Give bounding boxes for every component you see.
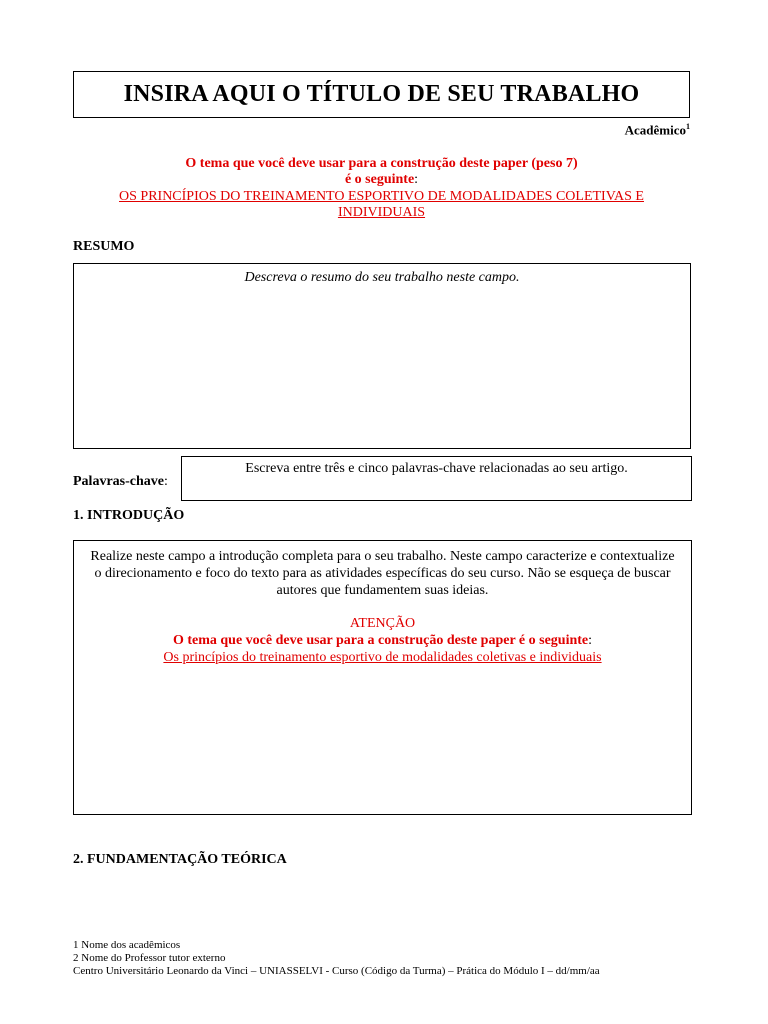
theme-line-1: O tema que você deve usar para a construção deste paper (peso 7) <box>185 156 578 171</box>
theme-line-2-colon: : <box>414 172 419 187</box>
theme-line-2 <box>73 172 690 188</box>
introducao-heading: 1. INTRODUÇÃO <box>73 508 185 523</box>
attention-theme-text: O tema que você deve usar para a construção deste paper é o seguinte <box>172 633 589 648</box>
academico-footnote-mark: 1 <box>686 122 690 131</box>
introducao-instructions: Realize neste campo a introdução completa para o seu trabalho. Neste campo caracterize e contextualize o direcionamento e foco do texto para as atividades específicas do seu curso. Não se esqueça de buscar autores que fundamentem suas ideias. <box>90 549 675 598</box>
palavras-chave-label <box>73 474 168 490</box>
theme-value-line-1: OS PRINCÍPIOS DO TREINAMENTO ESPORTIVO DE MODALIDADES COLETIVAS E <box>119 189 644 204</box>
resumo-placeholder: Descreva o resumo do seu trabalho neste campo. <box>244 270 520 285</box>
footnote-1: 1 Nome dos acadêmicos <box>73 939 181 951</box>
title-box[interactable] <box>73 71 690 118</box>
resumo-field[interactable] <box>73 263 691 449</box>
fundamentacao-heading: 2. FUNDAMENTAÇÃO TEÓRICA <box>73 852 287 867</box>
attention-label: ATENÇÃO <box>349 616 416 631</box>
footnote-2: 2 Nome do Professor tutor externo <box>73 952 226 964</box>
attention-theme-colon: : <box>588 633 593 648</box>
palavras-chave-field[interactable] <box>181 456 692 501</box>
theme-value <box>73 189 690 221</box>
attention-theme-line <box>74 632 691 649</box>
theme-line-2-text: é o seguinte <box>344 172 415 187</box>
academico-text: Acadêmico <box>624 122 686 138</box>
introducao-field[interactable] <box>73 540 692 815</box>
palavras-chave-placeholder: Escreva entre três e cinco palavras-chave relacionadas ao seu artigo. <box>245 461 628 476</box>
attention-theme-value: Os princípios do treinamento esportivo de modalidades coletivas e individuais <box>163 650 602 665</box>
footer-institution: Centro Universitário Leonardo da Vinci – UNIASSELVI - Curso (Código da Turma) – Prática do Módulo I – dd/mm/aa <box>73 965 600 977</box>
academico-label <box>625 122 690 138</box>
document-title: INSIRA AQUI O TÍTULO DE SEU TRABALHO <box>123 81 640 107</box>
resumo-heading: RESUMO <box>73 239 135 254</box>
theme-value-line-2: INDIVIDUAIS <box>337 205 426 220</box>
palavras-chave-colon: : <box>163 474 168 489</box>
palavras-chave-label-text: Palavras-chave <box>73 474 164 489</box>
